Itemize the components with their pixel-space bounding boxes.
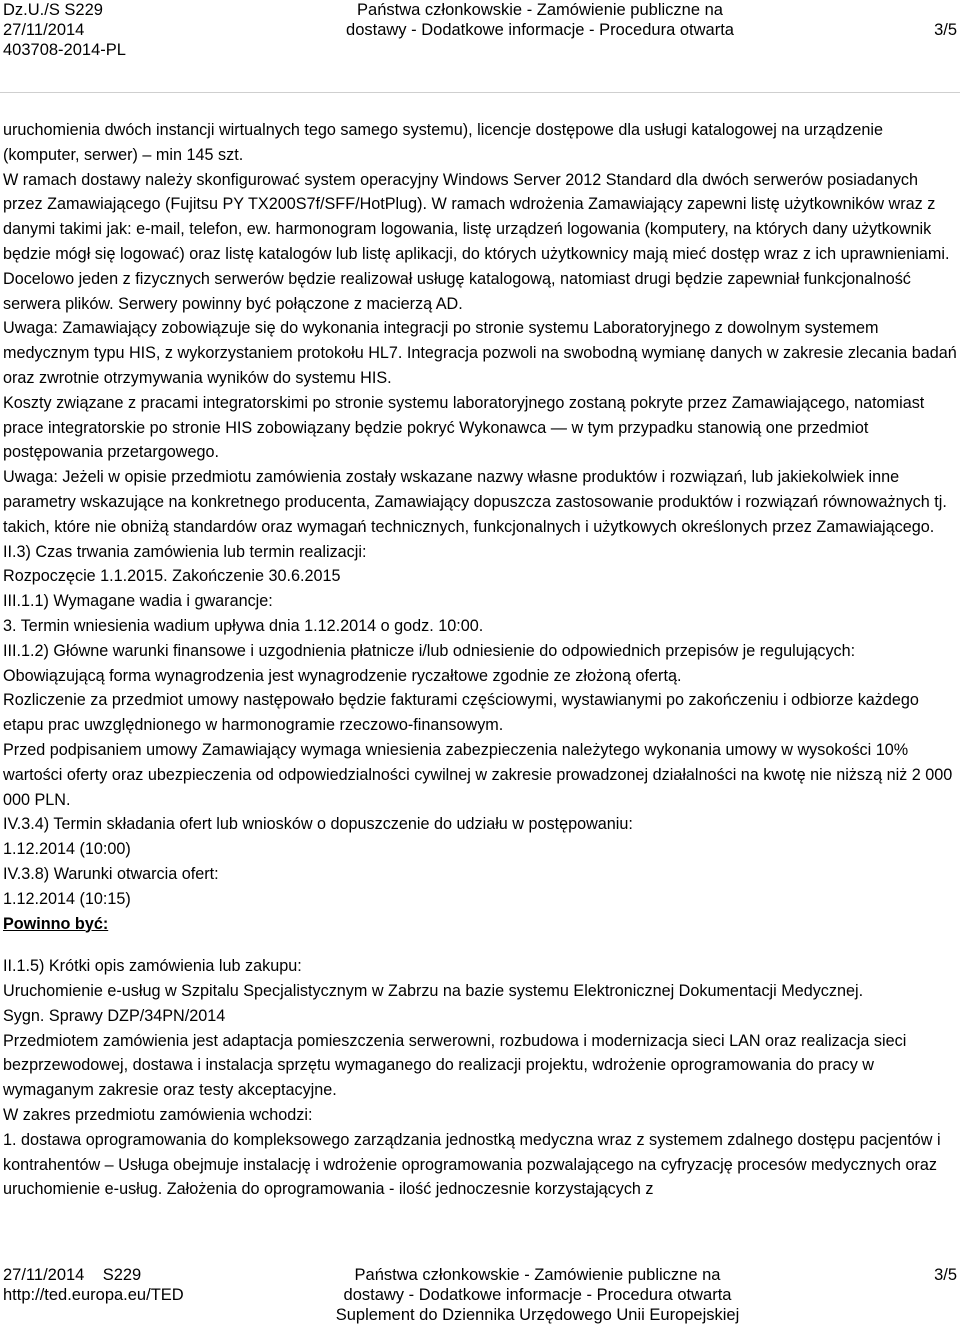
should-be-label: Powinno być: [3, 914, 109, 933]
footer-url: http://ted.europa.eu/TED [3, 1286, 184, 1304]
footer-title-line-2: dostawy - Dodatkowe informacje - Procedura otwarta [343, 1286, 732, 1304]
document-body [3, 118, 957, 1202]
paragraph: Uwaga: Zamawiający zobowiązuje się do wykonania integracji po stronie systemu Laboratoryjnego z dowolnym systemem medycznym typu HIS, z wykorzystaniem protokołu HL7. Integracja pozwoli na swobodną wymianę danych w zakresie zlecania badań oraz zwrotnie otrzymywania wyników do systemu HIS. [3, 319, 957, 387]
paragraph: 1.12.2014 (10:15) [3, 889, 131, 908]
header-date: 27/11/2014 [3, 21, 85, 39]
paragraph: 1. dostawa oprogramowania do kompleksowego zarządzania jednostką medyczna wraz z systemem zdalnego dostępu pacjentów i kontrahentów – Usługa obejmuje instalację i wdrożenie oprogramowania pozwalającego na cyfryzację procesów medycznych oraz uruchomienie e-usług. Założenia do oprogramowania - ilość jednoczesnie korzystających z [3, 1130, 941, 1199]
paragraph: W zakres przedmiotu zamówienia wchodzi: [3, 1106, 313, 1125]
paragraph: Docelowo jeden z fizycznych serwerów będzie realizował usługę katalogową, natomiast drugi będzie zapewniał funkcjonalność serwera plików. Serwery powinny być połączone z macierzą AD. [3, 269, 911, 313]
paragraph: W ramach dostawy należy skonfigurować system operacyjny Windows Server 2012 Standard dla dwóch serwerów posiadanych przez Zamawiającego (Fujitsu PY TX200S7f/SFF/HotPlug). W ramach wdrożenia Zamawiający zapewni listę użytkowników wraz z danymi takimi jak: e-mail, telefon, ew. harmonogram logowania, listę urządzeń logowania (komputery, na których dany użytkownik będzie mógł się logować) oraz listę katalogów lub listę aplikacji, do których użytkownicy mają mieć dostęp wraz z ich uprawnieniami. [3, 170, 950, 263]
header-notice-id: 403708-2014-PL [3, 41, 126, 59]
footer-left [3, 1265, 184, 1305]
spacer [3, 936, 957, 954]
header-title-line-1: Państwa członkowskie - Zamówienie publiczne na [357, 1, 723, 19]
page-footer [0, 1265, 960, 1333]
paragraph: Przedmiotem zamówienia jest adaptacja pomieszczenia serwerowni, rozbudowa i modernizacja sieci LAN oraz realizacja sieci bezprzewodowej, dostawa i instalacja sprzętu wymaganego do realizacji projektu, wdrożenie oprogramowania do pracy w wymaganym zakresie oraz testy akceptacyjne. [3, 1031, 907, 1100]
footer-date-issue: 27/11/2014 S229 [3, 1266, 142, 1284]
section-heading: IV.3.8) Warunki otwarcia ofert: [3, 864, 219, 883]
footer-title-line-3: Suplement do Dziennika Urzędowego Unii Europejskiej [335, 1306, 740, 1324]
paragraph: Przed podpisaniem umowy Zamawiający wymaga wniesienia zabezpieczenia należytego wykonania umowy w wysokości 10% wartości oferty oraz ubezpieczenia od odpowiedzialności cywilnej w zakresie prowadzonej działalności na kwotę nie niższą niż 2 000 000 PLN. [3, 740, 953, 809]
page-header [0, 0, 960, 60]
paragraph: Rozpoczęcie 1.1.2015. Zakończenie 30.6.2015 [3, 567, 341, 586]
header-divider [0, 92, 960, 93]
header-journal-ref: Dz.U./S S229 [3, 1, 103, 19]
header-center [330, 0, 750, 40]
section-heading: III.1.1) Wymagane wadia i gwarancje: [3, 592, 273, 611]
paragraph: Uruchomienie e-usług w Szpitalu Specjalistycznym w Zabrzu na bazie systemu Elektronicznej Dokumentacji Medycznej. [3, 982, 864, 1001]
paragraph: Rozliczenie za przedmiot umowy następowało będzie fakturami częściowymi, wystawianymi po zakończeniu i odbiorze każdego etapu prac uwzględnionego w harmonogramie rzeczowo-finansowym. [3, 691, 919, 735]
paragraph: 3. Termin wniesienia wadium upływa dnia 1.12.2014 o godz. 10:00. [3, 616, 484, 635]
section-heading: II.3) Czas trwania zamówienia lub termin realizacji: [3, 542, 367, 561]
section-heading: II.1.5) Krótki opis zamówienia lub zakupu: [3, 957, 302, 976]
paragraph: uruchomienia dwóch instancji wirtualnych tego samego systemu), licencje dostępowe dla usługi katalogowej na urządzenie (komputer, serwer) – min 145 szt. [3, 121, 884, 164]
paragraph: Obowiązującą forma wynagrodzenia jest wynagrodzenie ryczałtowe zgodnie ze złożoną ofertą. [3, 666, 682, 685]
paragraph: Sygn. Sprawy DZP/34PN/2014 [3, 1006, 226, 1025]
section-heading: IV.3.4) Termin składania ofert lub wniosków o dopuszczenie do udziału w postępowaniu: [3, 815, 633, 834]
footer-page-number: 3/5 [934, 1266, 957, 1284]
header-page-number: 3/5 [934, 21, 957, 39]
header-title-line-2: dostawy - Dodatkowe informacje - Procedura otwarta [346, 21, 734, 39]
footer-title-line-1: Państwa członkowskie - Zamówienie publiczne na [354, 1266, 721, 1284]
paragraph: Uwaga: Jeżeli w opisie przedmiotu zamówienia zostały wskazane nazwy własne produktów i rozwiązań, lub jakiekolwiek inne parametry wskazujące na konkretnego producenta, Zamawiający dopuszcza zastosowanie produktów i rozwiązań równoważnych tj. takich, które nie obniżą standardów oraz wymagań technicznych, funkcjonalnych i użytkowych określonych przez Zamawiającego. [3, 468, 947, 536]
paragraph: 1.12.2014 (10:00) [3, 840, 131, 859]
footer-center [315, 1265, 760, 1325]
header-left [3, 0, 126, 60]
section-heading: III.1.2) Główne warunki finansowe i uzgodnienia płatnicze i/lub odniesienie do odpowiednich przepisów je regulujących: [3, 641, 856, 660]
paragraph: Koszty związane z pracami integratorskimi po stronie systemu laboratoryjnego zostaną pokryte przez Zamawiającego, natomiast prace integratorskie po stronie HIS zobowiązany będzie pokryć Wykonawca — w tym przypadku stanowią one przedmiot postępowania przetargowego. [3, 393, 925, 462]
